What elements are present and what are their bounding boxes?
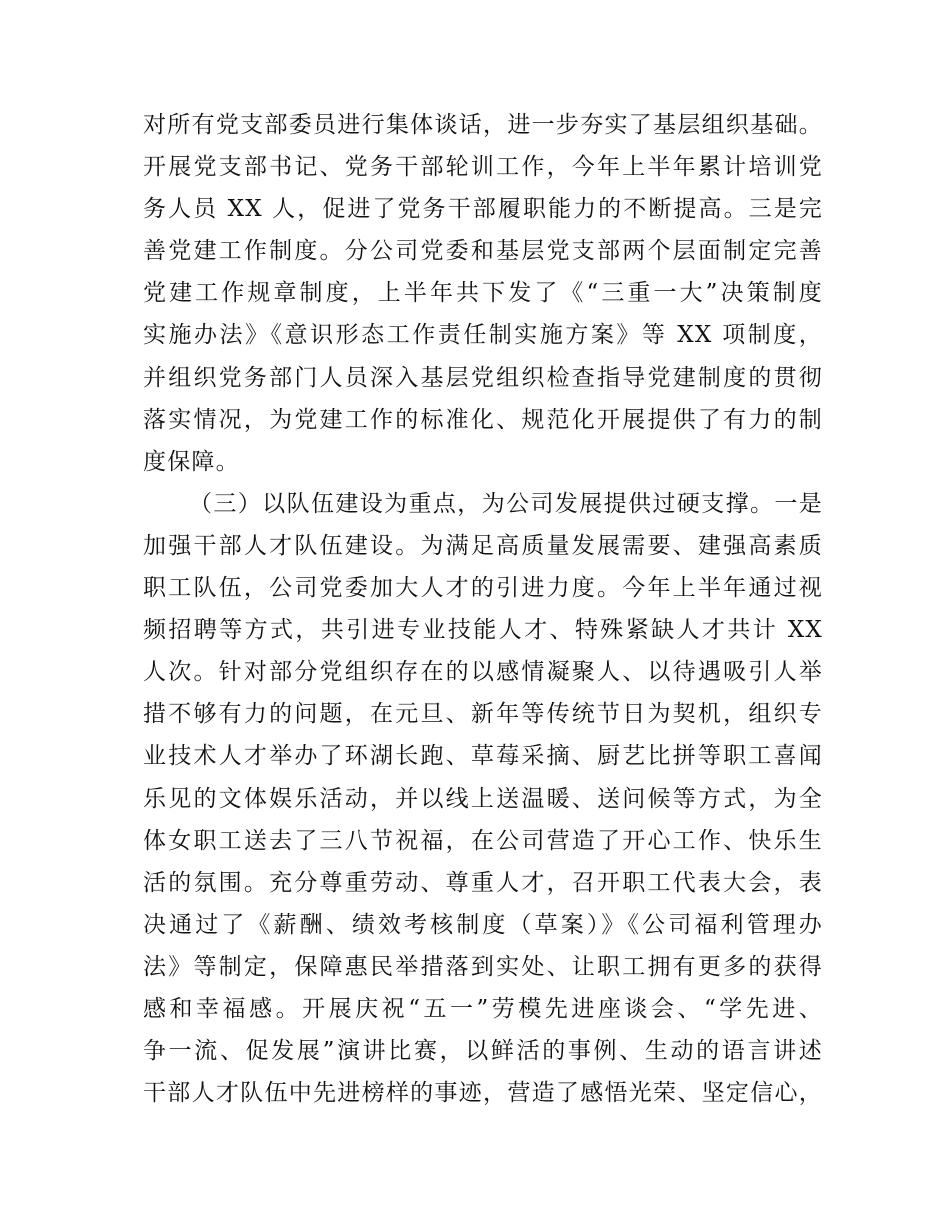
- text-line: 对所有党支部委员进行集体谈话，进一步夯实了基层组织基础。: [143, 112, 823, 138]
- text-line: 人次。针对部分党组织存在的以感情凝聚人、以待遇吸引人举: [143, 659, 823, 686]
- text-line: 频招聘等方式，共引进专业技能人才、特殊紧缺人才共计 XX: [143, 617, 823, 644]
- text-line: 实施办法》《意识形态工作责任制实施方案》等 XX 项制度，: [143, 322, 823, 349]
- text-line: 感和幸福感。开展庆祝“五一”劳模先进座谈会、“学先进、: [143, 995, 823, 1022]
- text-line: 党建工作规章制度，上半年共下发了《“三重一大”决策制度: [143, 280, 823, 307]
- text-line: 法》等制定，保障惠民举措落到实处、让职工拥有更多的获得: [143, 953, 823, 980]
- text-line: 善党建工作制度。分公司党委和基层党支部两个层面制定完善: [143, 238, 823, 265]
- section-heading-line: （三）以队伍建设为重点，为公司发展提供过硬支撑。一是: [189, 490, 823, 517]
- text-line: 决通过了《薪酬、绩效考核制度（草案）》《公司福利管理办: [143, 911, 823, 938]
- text-line: 并组织党务部门人员深入基层党组织检查指导党建制度的贯彻: [143, 364, 823, 391]
- text-line: 加强干部人才队伍建设。为满足高质量发展需要、建强高素质: [143, 532, 823, 559]
- text-line: 措不够有力的问题，在元旦、新年等传统节日为契机，组织专: [143, 701, 823, 728]
- text-line: 干部人才队伍中先进榜样的事迹，营造了感悟光荣、坚定信心，: [143, 1080, 823, 1107]
- text-line: 活的氛围。充分尊重劳动、尊重人才，召开职工代表大会，表: [143, 869, 823, 896]
- text-line: 度保障。: [143, 448, 240, 475]
- text-line: 职工队伍，公司党委加大人才的引进力度。今年上半年通过视: [143, 575, 823, 602]
- text-line: 务人员 XX 人，促进了党务干部履职能力的不断提高。三是完: [143, 196, 823, 223]
- text-line: 争一流、促发展”演讲比赛，以鲜活的事例、生动的语言讲述: [143, 1038, 823, 1065]
- text-line: 落实情况，为党建工作的标准化、规范化开展提供了有力的制: [143, 406, 823, 433]
- text-line: 乐见的文体娱乐活动，并以线上送温暖、送问候等方式，为全: [143, 785, 823, 812]
- text-line: 开展党支部书记、党务干部轮训工作，今年上半年累计培训党: [143, 154, 823, 181]
- body-text: [143, 104, 823, 1114]
- text-line: 体女职工送去了三八节祝福，在公司营造了开心工作、快乐生: [143, 827, 823, 854]
- text-line: 业技术人才举办了环湖长跑、草莓采摘、厨艺比拼等职工喜闻: [143, 743, 823, 770]
